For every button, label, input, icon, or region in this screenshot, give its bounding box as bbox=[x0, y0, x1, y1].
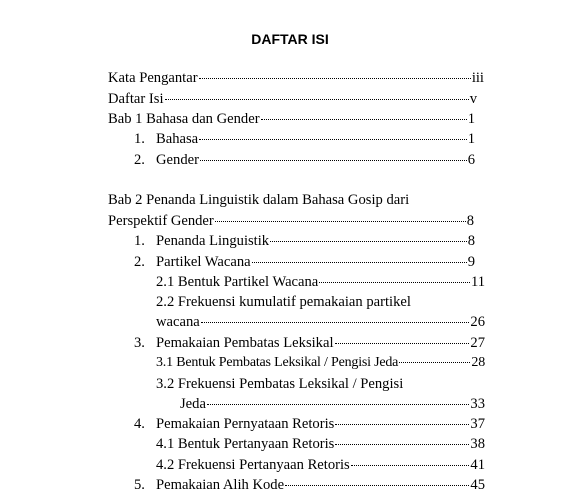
toc-entry-bab-1[interactable] bbox=[108, 109, 475, 129]
toc-label: Bahasa bbox=[156, 131, 199, 147]
toc-entry-bab-2-2-2-line1: 2.2 Frekuensi kumulatif pemakaian partikel bbox=[156, 294, 411, 310]
toc-number: 2. bbox=[134, 152, 145, 168]
toc-entry-daftar-isi[interactable] bbox=[108, 89, 477, 109]
toc-entry-bab-2-3-2[interactable] bbox=[180, 394, 485, 414]
toc-page: 45 bbox=[470, 477, 485, 493]
dot-leader bbox=[335, 424, 469, 425]
toc-entry-bab-2-2[interactable] bbox=[134, 252, 475, 272]
toc-label: Partikel Wacana bbox=[156, 254, 251, 270]
toc-label: Penanda Linguistik bbox=[156, 233, 270, 249]
toc-label: Kata Pengantar bbox=[108, 70, 198, 86]
toc-page: 8 bbox=[467, 233, 475, 249]
toc-page: 1 bbox=[467, 131, 475, 147]
toc-page: 27 bbox=[470, 335, 485, 351]
toc-label: 2.1 Bentuk Partikel Wacana bbox=[156, 274, 319, 290]
dot-leader bbox=[199, 139, 467, 140]
dot-leader bbox=[351, 465, 470, 466]
toc-entry-bab-2-2-2[interactable] bbox=[156, 312, 485, 332]
toc-label: Bab 1 Bahasa dan Gender bbox=[108, 111, 260, 127]
dot-leader bbox=[200, 160, 467, 161]
toc-entry-bab-2-3-1[interactable] bbox=[156, 353, 485, 373]
toc-label: 4.1 Bentuk Pertanyaan Retoris bbox=[156, 436, 335, 452]
toc-entry-bab-2-3[interactable] bbox=[134, 333, 485, 353]
toc-entry-bab-2-5[interactable] bbox=[134, 475, 485, 495]
toc-number: 1. bbox=[134, 233, 145, 249]
toc-label: wacana bbox=[156, 314, 200, 330]
toc-page: 37 bbox=[470, 416, 485, 432]
toc-page: 26 bbox=[470, 314, 485, 330]
toc-page: 11 bbox=[470, 274, 485, 290]
toc-entry-bab-2-4-1[interactable] bbox=[156, 434, 485, 454]
toc-label: Pemakaian Alih Kode bbox=[156, 477, 285, 493]
toc-entry-bab-2[interactable] bbox=[108, 211, 474, 231]
toc-label: Daftar Isi bbox=[108, 91, 164, 107]
toc-label: Gender bbox=[156, 152, 199, 168]
toc-entry-bab-2-line1: Bab 2 Penanda Linguistik dalam Bahasa Gosip dari bbox=[108, 192, 410, 208]
toc-number: 2. bbox=[134, 254, 145, 270]
toc-entry-kata-pengantar[interactable] bbox=[108, 68, 484, 88]
toc-number: 1. bbox=[134, 131, 145, 147]
toc-label: 4.2 Frekuensi Pertanyaan Retoris bbox=[156, 457, 350, 473]
toc-entry-bab-2-4-2[interactable] bbox=[156, 455, 485, 475]
toc-label: 3.1 Bentuk Pembatas Leksikal / Pengisi Jeda bbox=[156, 355, 399, 370]
toc-entry-bab-1-2[interactable] bbox=[134, 150, 475, 170]
dot-leader bbox=[319, 282, 470, 283]
dot-leader bbox=[261, 119, 467, 120]
toc-entry-bab-2-3-2-line1: 3.2 Frekuensi Pembatas Leksikal / Pengisi bbox=[156, 376, 404, 392]
page-title: DAFTAR ISI bbox=[251, 31, 329, 47]
toc-entry-bab-2-4[interactable] bbox=[134, 414, 485, 434]
toc-page: 6 bbox=[467, 152, 475, 168]
toc-page: 1 bbox=[467, 111, 475, 127]
dot-leader bbox=[399, 362, 470, 363]
toc-label: Pemakaian Pembatas Leksikal bbox=[156, 335, 334, 351]
toc-page: v bbox=[469, 91, 477, 107]
toc-page: 8 bbox=[466, 213, 474, 229]
toc-entry-bab-2-1[interactable] bbox=[134, 231, 475, 251]
dot-leader bbox=[201, 322, 470, 323]
toc-entry-bab-1-1[interactable] bbox=[134, 129, 475, 149]
dot-leader bbox=[335, 343, 470, 344]
toc-number: 3. bbox=[134, 335, 145, 351]
toc-number: 4. bbox=[134, 416, 145, 432]
toc-label: Jeda bbox=[180, 396, 206, 412]
toc-page: 41 bbox=[470, 457, 485, 473]
dot-leader bbox=[207, 404, 469, 405]
toc-label: Perspektif Gender bbox=[108, 213, 214, 229]
toc-page: 9 bbox=[467, 254, 475, 270]
dot-leader bbox=[252, 262, 467, 263]
dot-leader bbox=[285, 485, 469, 486]
toc-entry-bab-2-2-1[interactable] bbox=[156, 272, 485, 292]
dot-leader bbox=[165, 99, 469, 100]
toc-page: 33 bbox=[470, 396, 485, 412]
dot-leader bbox=[199, 78, 471, 79]
dot-leader bbox=[270, 241, 467, 242]
dot-leader bbox=[215, 221, 466, 222]
toc-label: Pemakaian Pernyataan Retoris bbox=[156, 416, 335, 432]
dot-leader bbox=[335, 444, 469, 445]
toc-page: 28 bbox=[471, 355, 485, 370]
toc-number: 5. bbox=[134, 477, 145, 493]
toc-page: 38 bbox=[470, 436, 485, 452]
toc-page: iii bbox=[471, 70, 484, 86]
